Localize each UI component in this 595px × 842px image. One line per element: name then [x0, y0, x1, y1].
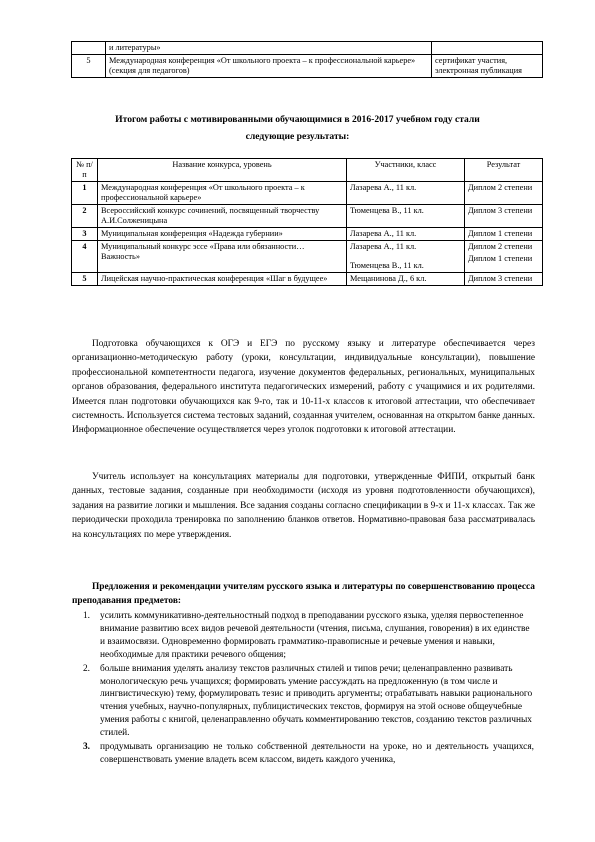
header-participant: Участники, класс — [347, 159, 465, 182]
list-number: 2. — [82, 663, 90, 674]
table-row — [72, 241, 543, 273]
participant — [347, 241, 465, 273]
result: Диплом 3 степени — [465, 273, 543, 286]
result-line: Диплом 2 степени — [468, 242, 533, 251]
result: Диплом 1 степени — [465, 228, 543, 241]
row-number: 3 — [72, 228, 98, 241]
header-num: № п/п — [72, 159, 98, 182]
list-text: продумывать организацию не только собственной деятельности на уроке, но и деятельность учащихся, совершенствовать умение владеть всем классом, видеть каждого ученика, — [100, 742, 534, 765]
event-result — [432, 42, 543, 55]
paragraph-text: Учитель использует на консультациях материалы для подготовки, утвержденные ФИПИ, открытый банк данных, тестовые задания, созданные при необходимости (исходя из уровня подготовленности обучающихся), задания на развитие логики и мышления. Все задания созданы согласно спецификации в 9-х и 11-х классах. Так же периодически проходила тренировка по заполнению бланков ответов. Нормативно-правовая база рассматривалась на консультациях по мере утверждения. — [72, 472, 535, 540]
list-item — [72, 663, 534, 740]
participant: Тюменцева В., 11 кл. — [347, 205, 465, 228]
event-result: сертификат участия, электронная публикация — [432, 55, 543, 78]
contest-name: Всероссийский конкурс сочинений, посвященный творчеству А.И.Солженицына — [98, 205, 347, 228]
recommendations-heading — [72, 580, 535, 609]
results-table — [71, 158, 543, 286]
header-name: Название конкурса, уровень — [98, 159, 347, 182]
result: Диплом 3 степени — [465, 205, 543, 228]
row-number — [72, 42, 106, 55]
row-number: 4 — [72, 241, 98, 273]
row-number: 1 — [72, 182, 98, 205]
table-row — [72, 228, 543, 241]
participant: Лазарева А., 11 кл. — [347, 182, 465, 205]
list-number: 1. — [82, 611, 90, 621]
contest-name: Лицейская научно-практическая конференция «Шаг в будущее» — [98, 273, 347, 286]
participant: Лазарева А., 11 кл. — [347, 228, 465, 241]
contest-name: Муниципальная конференция «Надежда губернии» — [98, 228, 347, 241]
event-name: и литературы» — [106, 42, 432, 55]
table-row — [72, 205, 543, 228]
list-text: больше внимания уделять анализу текстов различных стилей и типов речи; целенаправленно развивать монологическую речь учащихся; формировать умение рассуждать на предложенную (в том числе и лингвистическую) тему, формулировать тезис и приводить аргументы; отрабатывать навыки рационального чтения учебных, научно-популярных, публицистических текстов, формируя на этой основе общеучебные умения работы с книгой, целенаправленно обучать комментированию текстов, созданию текстов различных стилей. — [100, 663, 533, 739]
table-row — [72, 182, 543, 205]
result: Диплом 2 степени — [465, 182, 543, 205]
row-number: 5 — [72, 273, 98, 286]
results-heading-line2: следующие результаты: — [245, 131, 350, 142]
row-number: 2 — [72, 205, 98, 228]
table-row — [72, 42, 543, 55]
row-number: 5 — [72, 55, 106, 78]
header-result: Результат — [465, 159, 543, 182]
list-item — [72, 610, 534, 662]
top-table — [71, 41, 543, 78]
table-row — [72, 273, 543, 286]
paragraph-text: Подготовка обучающихся к ОГЭ и ЕГЭ по русскому языку и литературе обеспечивается через организационно-методическую работу (уроки, консультации, индивидуальные консультации), повышение профессиональной компетентности педагога, изучение документов федеральных, региональных, муниципальных органов образования, федерального института педагогических измерений, работу с учащимися и их родителями. Имеется план подготовки обучающихся как 9-го, так и 10-11-х классов к итоговой аттестации, что обеспечивает системность. Используется система тестовых заданий, созданная учителем, основанная на открытом банке данных. Информационное обеспечение осуществляется через уголок подготовки к итоговой аттестации. — [72, 339, 535, 436]
table-header-row — [72, 159, 543, 182]
list-item — [72, 741, 534, 767]
participant-line: Тюменцева В., 11 кл. — [350, 261, 424, 270]
contest-name: Международная конференция «От школьного проекта – к профессиональной карьере» — [98, 182, 347, 205]
result-line: Диплом 1 степени — [468, 254, 533, 263]
list-text: усилить коммуникативно-деятельностный подход в преподавании русского языка, уделяя первостепенное внимание развитию всех видов речевой деятельности (чтения, письма, слушания, говорения) в их единстве и взаимосвязи. Одновременно формировать грамматико-правописные и речевые умения и навыки, необходимые для практики речевого общения; — [100, 611, 530, 660]
contest-name: Муниципальный конкурс эссе «Права или обязанности… Важность» — [98, 241, 347, 273]
recommendations-heading-text: Предложения и рекомендации учителям русского языка и литературы по совершенствованию процесса преподавания предметов: — [72, 582, 535, 607]
participant: Мещанинова Д., 6 кл. — [347, 273, 465, 286]
event-name: Международная конференция «От школьного проекта – к профессиональной карьере» (секция для педагогов) — [106, 55, 432, 78]
participant-line: Лазарева А., 11 кл. — [350, 242, 417, 251]
paragraph-consultations — [72, 470, 535, 542]
paragraph-exam-preparation — [72, 337, 535, 438]
list-number: 3. — [82, 742, 90, 753]
table-row — [72, 55, 543, 78]
recommendations-list — [72, 610, 534, 768]
results-heading-line1: Итогом работы с мотивированными обучающимися в 2016-2017 учебном году стали — [115, 114, 480, 125]
result — [465, 241, 543, 273]
